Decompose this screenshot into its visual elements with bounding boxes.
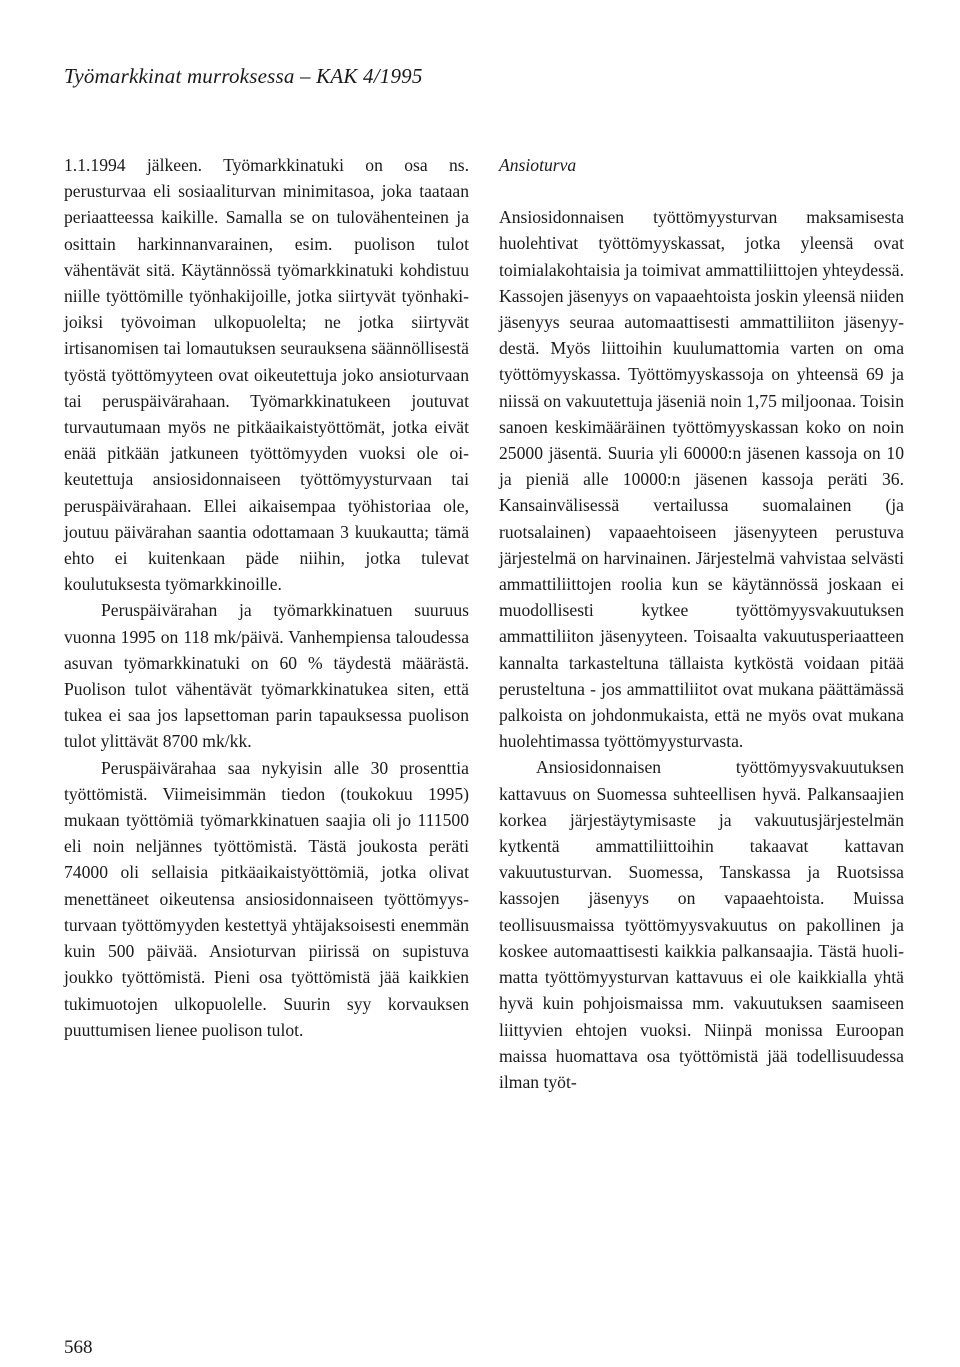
right-column <box>499 152 904 1095</box>
right-paragraph-1: Ansiosidonnaisen työttömyysturvan maksamisesta huolehtivat työttömyyskassat, jotka yleensä ovat toimialakohtaisia ja toimivat ammattiliittojen yhteydessä. Kassojen jäsenyys on vapaaehtoista joskin yleensä niiden jäsenyys seuraa automaattisesti ammattiliiton jäsenyydestä. Myös liittoihin kuulumattomia varten on oma työttömyyskassa. Työttömyyskassoja on yhteensä 69 ja niissä on vakuutettuja jäseniä noin 1,75 miljoonaa. Toisin sanoen keskimääräinen työttömyyskassan koko on noin 25000 jäsentä. Suuria yli 60000:n jäsenen kassoja on 10 ja pieniä alle 10000:n jäsenen kassoja peräti 36. Kansainvälisessä vertailussa suomalainen (ja ruotsalainen) vapaaehtoiseen jäsenyyteen perustuva järjestelmä on harvinainen. Järjestelmä vahvistaa selvästi ammattiliittojen roolia kun se käytännössä joskaan ei muodollisesti kytkee työttömyysvakuutuksen ammattiliiton jäsenyyteen. Toisaalta vakuutusperiaatteen kannalta tarkasteltuna tällaista kytköstä voidaan pitää perusteltuna - jos ammattiliitot ovat mukana päättämässä palkoista on johdonmukaista, että ne myös ovat mukana huolehtimassa työttömyysturvasta. <box>499 207 904 752</box>
page-number: 568 <box>64 1337 93 1358</box>
section-heading: Ansioturva <box>499 155 577 175</box>
left-paragraph-3: Peruspäivärahaa saa nykyisin alle 30 prosenttia työttömistä. Viimeisimmän tiedon (toukokuu 1995) mukaan työttömiä työmarkkinatuen saajia oli jo 111500 eli noin neljännes työttömistä. Tästä joukosta peräti 74000 oli sellaisia pitkäaikaistyöttömiä, jotka olivat menettäneet oikeutensa ansiosidonnaiseen työttömyysturvaan työttömyyden kestettyä yhtäjaksoisesti enemmän kuin 500 päivää. Ansioturvan piirissä on supistuva joukko työttömistä. Pieni osa työttömistä jää kaikkien tukimuotojen ulkopuolelle. Suurin syy korvauksen puuttumisen lienee puolison tulot. <box>64 757 469 1040</box>
right-paragraph-2: Ansiosidonnaisen työttömyysvakuutuksen kattavuus on Suomessa suhteellisen hyvä. Palkansaajien korkea järjestäytymisaste ja vakuutusjärjestelmän kytkentä ammattiliittoihin takaavat kattavan vakuutusturvan. Suomessa, Tanskassa ja Ruotsissa kassojen jäsenyys on vapaaehtoista. Muissa teollisuusmaissa työttömyysvakuutus on pakollinen ja koskee automaattisesti kaikkia palkansaajia. Tästä huolimatta työttömyysturvan kattavuus ei ole kaikkialla yhtä hyvä kuin pohjoismaissa mm. vakuutuksen saamiseen liittyvien ehtojen vuoksi. Niinpä monissa Euroopan maissa huomattava osa työttömistä jää todellisuudessa ilman työt- <box>499 757 904 1092</box>
left-paragraph-1: 1.1.1994 jälkeen. Työmarkkinatuki on osa ns. perusturvaa eli sosiaaliturvan minimitasoa, joka taataan periaatteessa kaikille. Samalla se on tulovähenteinen ja osittain harkinnanvarainen, esim. puolison tulot vähentävät sitä. Käytännössä työmarkkinatuki kohdistuu niille työttömille työnhakijoille, jotka siirtyvät työnhakijoiksi työvoiman ulkopuolelta; ne jotka siirtyvät irtisanomisen tai lomautuksen seurauksena säännöllisestä työstä työttömyyteen ovat oikeutettuja joko ansioturvaan tai peruspäivärahaan. Työmarkkinatukeen joutuvat turvautumaan myös ne pitkäaikaistyöttömät, jotka eivät enää pitkään jatkuneen työttömyyden vuoksi ole oikeutettuja ansiosidonnaiseen työttömyysturvaan tai peruspäivärahaan. Ellei aikaisempaa työhistoriaa ole, joutuu päivärahan saantia odottamaan 3 kuukautta; tämä ehto ei kuitenkaan päde niihin, jotka tulevat koulutuksesta työmarkkinoille. <box>64 155 469 595</box>
running-head: Työmarkkinat murroksessa – KAK 4/1995 <box>64 64 423 88</box>
left-column <box>64 152 469 1043</box>
left-paragraph-2: Peruspäivärahan ja työmarkkinatuen suuruus vuonna 1995 on 118 mk/päivä. Vanhempiensa taloudessa asuvan työmarkkinatuki on 60 % täydestä määrästä. Puolison tulot vähentävät työmarkkinatukea siten, että tukea ei saa jos lapsettoman parin tapauksessa puolison tulot ylittävät 8700 mk/kk. <box>64 600 469 752</box>
